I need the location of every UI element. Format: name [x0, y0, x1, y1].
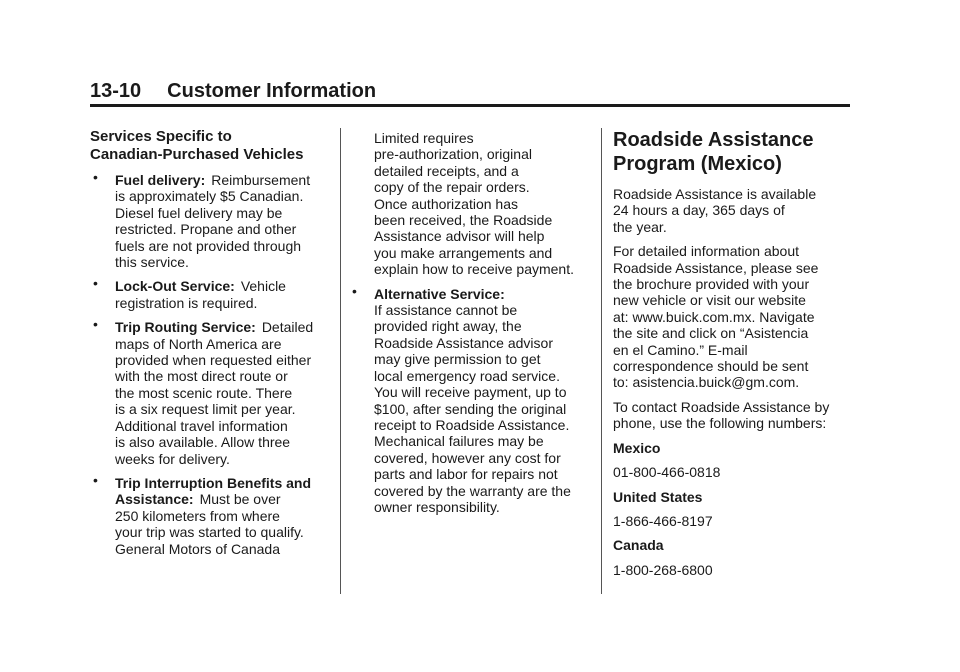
bullet-icon: • [93, 169, 98, 185]
contact-country-canada: Canada [613, 537, 664, 554]
section-title-roadside-mexico: Roadside Assistance Program (Mexico) [613, 129, 814, 175]
item-label: Trip Routing Service: [115, 319, 256, 336]
paragraph-website-info: For detailed information about Roadside Assistance, please see the brochure provided with your new vehicle or visit our website at: www.buick.com.mx. Navigate the site and click on “Asistencia en el Camino.” E-mail correspondence should be sent to: asistencia.buick@gm.com. [613, 243, 819, 391]
item-label: Alternative Service: [374, 285, 505, 302]
column-divider-1 [340, 128, 341, 594]
contact-number-canada: 1-800-268-6800 [613, 561, 713, 578]
contact-number-mexico: 01-800-466-0818 [613, 464, 721, 481]
chapter-title: Customer Information [167, 80, 377, 102]
column-2 [352, 130, 589, 523]
continuation-text: Limited requires pre-authorization, original detailed receipts, and a copy of the repair orders. Once authorization has been received, the Roadside Assistance advisor will help you make arrangements and explain how to receive payment. [374, 130, 574, 278]
page-header [90, 80, 850, 106]
column-1 [90, 128, 330, 565]
bullet-icon: • [93, 316, 98, 333]
list-item-trip-routing-service: • Trip Routing Service: Detailed maps of North America are provided when requested either with the most direct route or the most scenic route. There is a six request limit per year. Additional travel information is also available. Allow three weeks for delivery. [93, 316, 314, 467]
column-divider-2 [601, 128, 602, 594]
section-title-canadian-services: Services Specific to Canadian-Purchased Vehicles [90, 128, 304, 163]
contact-country-united-states: United States [613, 488, 703, 505]
page-number: 13-10 [90, 80, 142, 102]
contact-country-mexico: Mexico [613, 439, 661, 456]
paragraph-phone-intro: To contact Roadside Assistance by phone, use the following numbers: [613, 398, 830, 432]
list-item-fuel-delivery: • Fuel delivery: Reimbursement is approximately $5 Canadian. Diesel fuel delivery may be restricted. Propane and other fuels are not provided through this service. [93, 169, 311, 271]
list-item-trip-interruption: • Trip Interruption Benefits and Assistance: Must be over 250 kilometers from where your trip was started to qualify. General Motors of Canada [90, 475, 330, 557]
paragraph-availability: Roadside Assistance is available 24 hours a day, 365 days of the year. [613, 186, 817, 235]
bullet-icon: • [93, 471, 98, 488]
bullet-icon: • [93, 275, 98, 292]
bullet-icon: • [352, 282, 357, 299]
contact-number-united-states: 1-866-466-8197 [613, 512, 713, 529]
item-label: Lock-Out Service: [115, 278, 235, 295]
list-item-alternative-service: • Alternative Service: If assistance cannot be provided right away, the Roadside Assistance advisor may give permission to get local emergency road service. You will receive payment, up to $100, after sending the original receipt to Roadside Assistance. Mechanical failures may be covered, however any cost for parts and labor for repairs not covered by the warranty are the owner responsibility. [349, 286, 589, 516]
list-item-lock-out-service: • Lock-Out Service: Vehicle registration is required. [93, 275, 286, 311]
item-label: Assistance: [115, 491, 194, 508]
header-rule [90, 104, 850, 107]
item-label: Fuel delivery: [115, 172, 206, 188]
column-3 [613, 128, 853, 586]
item-label: Trip Interruption Benefits and [115, 474, 312, 491]
